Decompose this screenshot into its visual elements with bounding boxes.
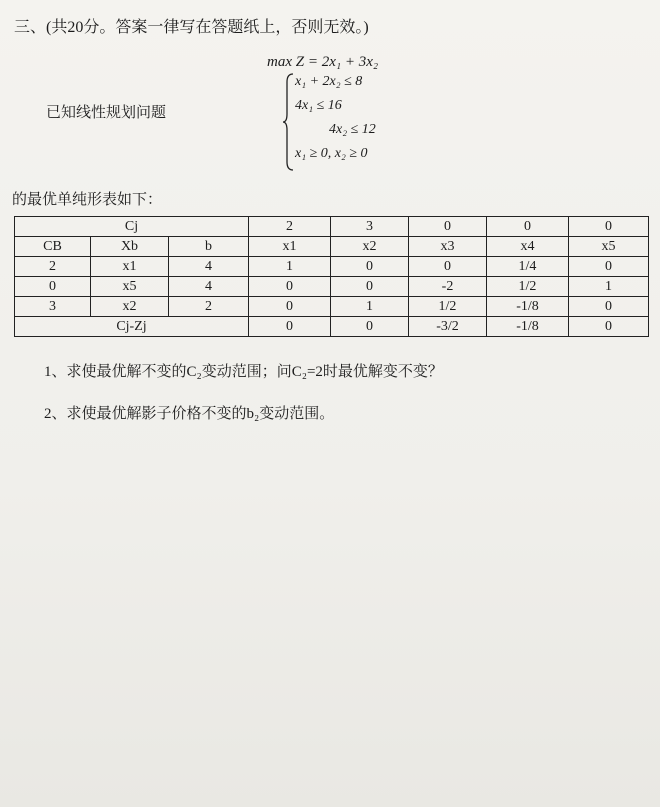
header-cell: CB [15,237,91,257]
header-cell: x2 [331,237,409,257]
cell: 3 [331,217,409,237]
table-row [15,257,649,277]
cell: 0 [569,257,649,277]
cell: 4 [169,257,249,277]
cell: x5 [91,277,169,297]
simplex-table [14,216,649,337]
cell: 0 [249,297,331,317]
header-cell: b [169,237,249,257]
cell: 2 [249,217,331,237]
cell: 1 [569,277,649,297]
constraint-system [283,72,423,172]
problem-intro: 已知线性规划问题 [46,105,167,121]
table-row [15,277,649,297]
cell: x2 [91,297,169,317]
cell: 0 [331,257,409,277]
cell: -3/2 [409,317,487,337]
cell: 4 [169,277,249,297]
cell: 1/2 [487,277,569,297]
cell: -2 [409,277,487,297]
cell: 1/4 [487,257,569,277]
cj-row [15,217,649,237]
constraint-1: x₁ + 2x₂ ≤ 8 [295,74,363,89]
table-caption: 的最优单纯形表如下： [12,192,163,208]
question-1: 1、求使最优解不变的C₂变动范围；问C₂=2时最优解变不变？ [44,364,443,380]
cell: 0 [569,317,649,337]
cell: -1/8 [487,317,569,337]
header-cell: x5 [569,237,649,257]
constraint-3: 4x₂ ≤ 12 [329,122,376,137]
cell: 0 [409,257,487,277]
left-brace-icon [283,72,295,172]
cell: 0 [249,277,331,297]
cell: 0 [331,317,409,337]
cell: 2 [169,297,249,317]
header-cell: x1 [249,237,331,257]
cell: x1 [91,257,169,277]
cell: 0 [249,317,331,337]
objective-function: max Z = 2x₁ + 3x₂ [267,54,379,70]
cell: 0 [569,297,649,317]
cell: -1/8 [487,297,569,317]
reduced-cost-label: Cj-Zj [15,317,249,337]
cell: 3 [15,297,91,317]
question-2: 2、求使最优解影子价格不变的b₂变动范围。 [44,406,335,422]
cell: 0 [15,277,91,297]
section-header: 三、(共20分。答案一律写在答题纸上，否则无效。) [14,19,369,36]
header-cell: x3 [409,237,487,257]
header-cell: Xb [91,237,169,257]
cell: 0 [487,217,569,237]
header-cell: x4 [487,237,569,257]
cell: 0 [569,217,649,237]
cell: 1 [249,257,331,277]
constraint-2: 4x₁ ≤ 16 [295,98,342,113]
cell: 0 [409,217,487,237]
cell: 0 [331,277,409,297]
constraint-4: x₁ ≥ 0, x₂ ≥ 0 [295,146,368,161]
table-row [15,297,649,317]
cell: 1/2 [409,297,487,317]
cell: 1 [331,297,409,317]
cj-label: Cj [15,217,249,237]
cell: 2 [15,257,91,277]
header-row [15,237,649,257]
reduced-cost-row [15,317,649,337]
